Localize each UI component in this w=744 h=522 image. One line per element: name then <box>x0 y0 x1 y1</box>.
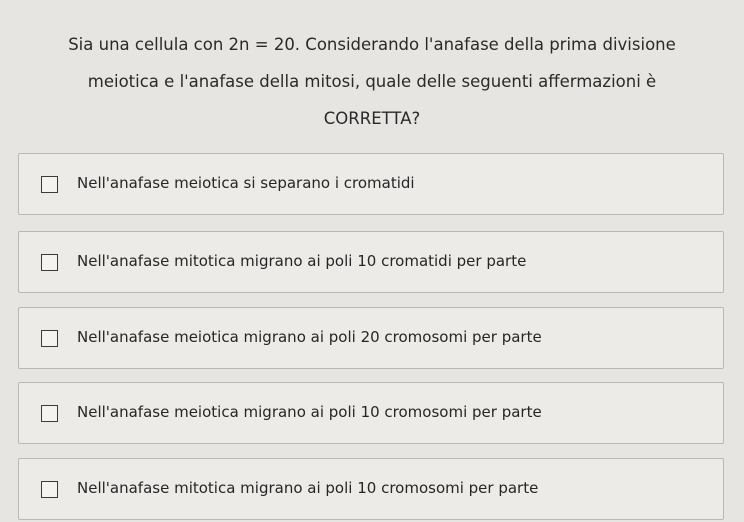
question-line-2: meiotica e l'anafase della mitosi, quale delle seguenti affermazioni è <box>87 72 657 91</box>
answer-option-2[interactable] <box>18 231 724 293</box>
answer-option-label: Nell'anafase meiotica si separano i cromatidi <box>77 174 415 192</box>
checkbox-icon[interactable] <box>41 330 58 347</box>
answer-option-label: Nell'anafase meiotica migrano ai poli 10 cromosomi per parte <box>77 403 542 421</box>
answer-option-label: Nell'anafase mitotica migrano ai poli 10 cromosomi per parte <box>77 479 539 497</box>
checkbox-icon[interactable] <box>41 254 58 271</box>
answer-option-label: Nell'anafase mitotica migrano ai poli 10 cromatidi per parte <box>77 252 527 270</box>
answer-option-5[interactable] <box>18 458 724 520</box>
question-text <box>22 26 722 137</box>
answer-option-4[interactable] <box>18 382 724 444</box>
answer-option-label: Nell'anafase meiotica migrano ai poli 20 cromosomi per parte <box>77 328 542 346</box>
answer-option-1[interactable] <box>18 153 724 215</box>
answer-option-3[interactable] <box>18 307 724 369</box>
question-line-1: Sia una cellula con 2n = 20. Considerando l'anafase della prima divisione <box>68 35 676 54</box>
checkbox-icon[interactable] <box>41 405 58 422</box>
checkbox-icon[interactable] <box>41 481 58 498</box>
question-line-3: CORRETTA? <box>323 109 421 128</box>
checkbox-icon[interactable] <box>41 176 58 193</box>
